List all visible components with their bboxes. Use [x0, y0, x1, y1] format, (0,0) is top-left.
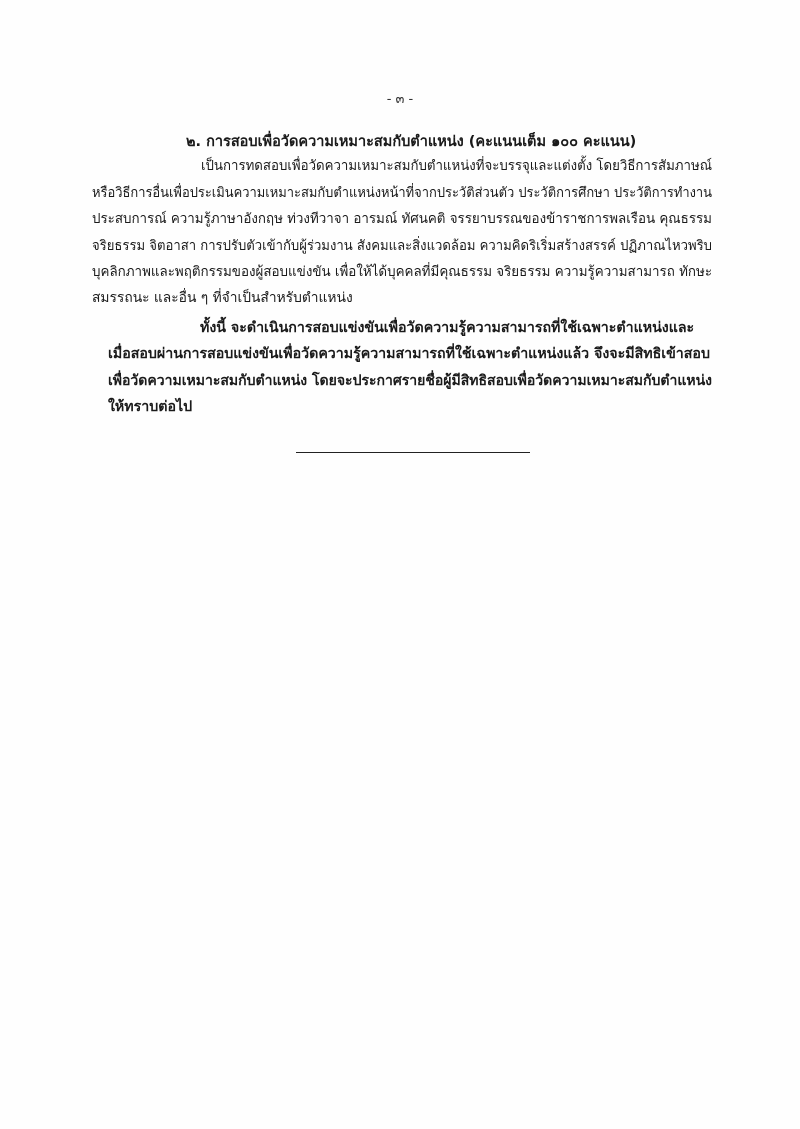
- paragraph-1-line-3: ประสบการณ์ ความรู้ภาษาอังกฤษ ท่วงทีวาจา อารมณ์ ทัศนคติ จรรยาบรรณของข้าราชการพลเรือน คุณธรรม: [92, 211, 712, 227]
- paragraph-1-line-2: หรือวิธีการอื่นเพื่อประเมินความเหมาะสมกับตำแหน่งหน้าที่จากประวัติส่วนตัว ประวัติการศึกษา ประวัติการทำงาน: [92, 185, 713, 201]
- page-number: - ๓ -: [386, 92, 414, 107]
- paragraph-2-line-3: เพื่อวัดความเหมาะสมกับตำแหน่ง โดยจะประกาศรายชื่อผู้มีสิทธิสอบเพื่อวัดความเหมาะสมกับตำแหน่ง: [108, 373, 713, 389]
- paragraph-1-line-4: จริยธรรม จิตอาสา การปรับตัวเข้ากับผู้ร่วมงาน สังคมและสิ่งแวดล้อม ความคิดริเริ่มสร้างสรรค์ ปฏิภาณไหวพริบ: [92, 238, 712, 254]
- paragraph-1-line-5: บุคลิกภาพและพฤติกรรมของผู้สอบแข่งขัน เพื่อให้ได้บุคคลที่มีคุณธรรม จริยธรรม ความรู้ความสามารถ ทักษะ: [92, 264, 713, 280]
- section-heading: ๒. การสอบเพื่อวัดความเหมาะสมกับตำแหน่ง (คะแนนเต็ม ๑๐๐ คะแนน): [186, 134, 637, 150]
- end-divider-line: [296, 452, 530, 453]
- paragraph-1-line-6: สมรรถนะ และอื่น ๆ ที่จำเป็นสำหรับตำแหน่ง: [92, 290, 353, 306]
- paragraph-2-line-2: เมื่อสอบผ่านการสอบแข่งขันเพื่อวัดความรู้ความสามารถที่ใช้เฉพาะตำแหน่งแล้ว จึงจะมีสิทธิเข้าสอบ: [108, 346, 710, 362]
- paragraph-1-line-1: เป็นการทดสอบเพื่อวัดความเหมาะสมกับตำแหน่งที่จะบรรจุและแต่งตั้ง โดยวิธีการสัมภาษณ์: [201, 158, 713, 174]
- paragraph-2-line-4: ให้ทราบต่อไป: [108, 399, 193, 415]
- paragraph-2-line-1: ทั้งนี้ จะดำเนินการสอบแข่งขันเพื่อวัดความรู้ความสามารถที่ใช้เฉพาะตำแหน่งและ: [200, 320, 695, 336]
